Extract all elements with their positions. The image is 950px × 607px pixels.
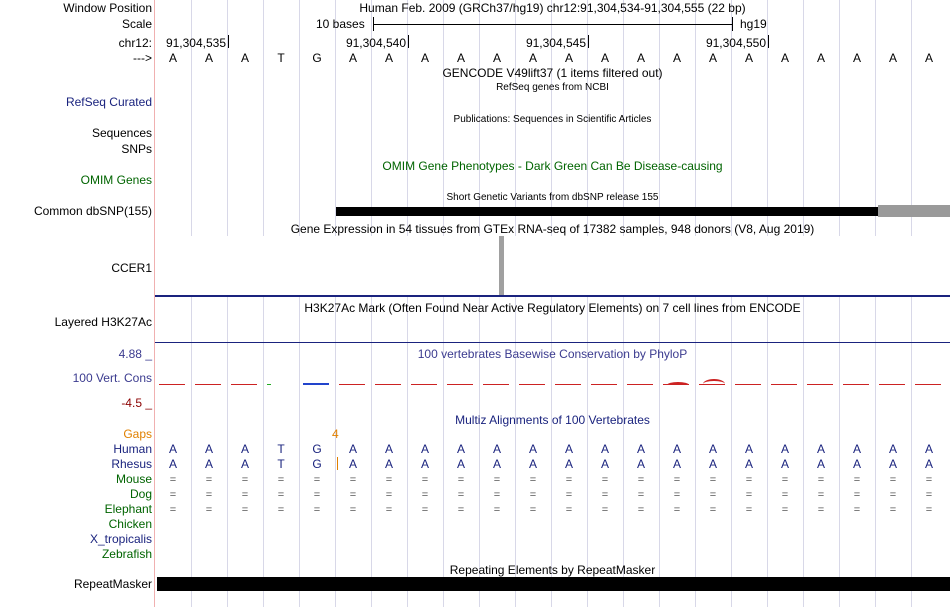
position-tick — [228, 35, 229, 48]
elephant-match: = — [673, 504, 681, 516]
scale-bar — [373, 24, 733, 25]
phylop-max-label: 4.88 _ — [118, 347, 152, 361]
dbsnp-track-label[interactable]: Common dbSNP(155) — [33, 204, 152, 218]
dbsnp-track-title[interactable]: Short Genetic Variants from dbSNP release 155 — [446, 192, 659, 203]
dog-match: = — [817, 489, 825, 501]
rhesus-base: A — [780, 457, 789, 471]
human-base: A — [168, 442, 177, 456]
elephant-match: = — [925, 504, 933, 516]
repeatmasker-track-label[interactable]: RepeatMasker — [73, 577, 152, 591]
human-base: T — [277, 442, 285, 456]
species-label-rhesus[interactable]: Rhesus — [111, 457, 152, 471]
human-base: A — [672, 442, 681, 456]
human-base: A — [744, 442, 753, 456]
sequence-base: A — [636, 51, 645, 65]
dog-match: = — [241, 489, 249, 501]
repeatmasker-element-bar[interactable] — [157, 577, 950, 591]
chrom-label: chr12: — [118, 36, 152, 50]
phylop-base-score — [159, 384, 185, 385]
sequence-base: A — [852, 51, 861, 65]
rhesus-base: A — [348, 457, 357, 471]
mouse-match: = — [745, 474, 753, 486]
phylop-base-score — [735, 384, 761, 385]
dog-match: = — [493, 489, 501, 501]
mouse-match: = — [529, 474, 537, 486]
sequence-base: A — [240, 51, 249, 65]
dog-match: = — [277, 489, 285, 501]
human-base: A — [600, 442, 609, 456]
rhesus-base: A — [492, 457, 501, 471]
gtex-gene-label[interactable]: CCER1 — [111, 261, 152, 275]
elephant-match: = — [529, 504, 537, 516]
elephant-match: = — [205, 504, 213, 516]
rhesus-base: A — [672, 457, 681, 471]
phylop-track-title[interactable]: 100 vertebrates Basewise Conservation by PhyloP — [417, 347, 688, 361]
sequence-base: A — [420, 51, 429, 65]
phylop-base-score — [411, 384, 437, 385]
dbsnp-variant-bar[interactable] — [336, 207, 878, 216]
rhesus-base: A — [852, 457, 861, 471]
dog-match: = — [205, 489, 213, 501]
gtex-gene-line[interactable] — [155, 295, 950, 297]
phylop-base-score — [231, 384, 257, 385]
window-position-label: Window Position — [63, 1, 152, 15]
dog-match: = — [565, 489, 573, 501]
human-base: A — [528, 442, 537, 456]
position-tick-label: 91,304,535 — [165, 36, 226, 50]
mouse-match: = — [565, 474, 573, 486]
rhesus-base: A — [888, 457, 897, 471]
dbsnp-variant-bar-gray[interactable] — [878, 205, 950, 217]
phylop-base-score — [807, 384, 833, 385]
dog-match: = — [349, 489, 357, 501]
sequence-base: A — [384, 51, 393, 65]
dog-match: = — [421, 489, 429, 501]
phylop-base-score — [303, 383, 329, 385]
elephant-match: = — [169, 504, 177, 516]
dog-match: = — [169, 489, 177, 501]
scale-assembly: hg19 — [740, 17, 767, 31]
dog-match: = — [313, 489, 321, 501]
mouse-match: = — [493, 474, 501, 486]
dog-match: = — [529, 489, 537, 501]
mouse-match: = — [421, 474, 429, 486]
rhesus-base: A — [744, 457, 753, 471]
elephant-match: = — [853, 504, 861, 516]
publications-track-title[interactable]: Publications: Sequences in Scientific Articles — [453, 114, 652, 125]
human-base: A — [348, 442, 357, 456]
species-label-human[interactable]: Human — [113, 442, 152, 456]
mouse-match: = — [241, 474, 249, 486]
dog-match: = — [385, 489, 393, 501]
mouse-match: = — [925, 474, 933, 486]
human-base: A — [204, 442, 213, 456]
phylop-base-score — [591, 384, 617, 385]
species-label-elephant[interactable]: Elephant — [104, 502, 152, 516]
rhesus-base: A — [816, 457, 825, 471]
dog-match: = — [853, 489, 861, 501]
dog-match: = — [673, 489, 681, 501]
refseq-track-title[interactable]: RefSeq genes from NCBI — [496, 82, 609, 93]
species-label-x-tropicalis[interactable]: X_tropicalis — [89, 532, 152, 546]
scale-bar-right-cap — [732, 17, 733, 31]
sequence-base: A — [600, 51, 609, 65]
elephant-match: = — [565, 504, 573, 516]
phylop-base-score — [555, 384, 581, 385]
species-label-zebrafish[interactable]: Zebrafish — [101, 547, 152, 561]
phylop-base-score — [483, 384, 509, 385]
phylop-base-score — [627, 384, 653, 385]
elephant-match: = — [637, 504, 645, 516]
scale-bar-left-cap — [373, 17, 374, 31]
rhesus-base: A — [168, 457, 177, 471]
elephant-match: = — [601, 504, 609, 516]
human-base: A — [240, 442, 249, 456]
rhesus-base: A — [240, 457, 249, 471]
rhesus-base: A — [420, 457, 429, 471]
sequence-base: A — [924, 51, 933, 65]
elephant-match: = — [349, 504, 357, 516]
h3k27ac-track-label[interactable]: Layered H3K27Ac — [54, 315, 152, 329]
phylop-base-score — [771, 384, 797, 385]
position-tick — [768, 35, 769, 48]
sequence-base: A — [816, 51, 825, 65]
phylop-base-score — [195, 384, 221, 385]
gtex-track-title[interactable]: Gene Expression in 54 tissues from GTEx RNA-seq of 17382 samples, 948 donors (V8, Aug 2019) — [290, 222, 815, 236]
sequence-base: A — [888, 51, 897, 65]
mouse-match: = — [205, 474, 213, 486]
human-base: A — [816, 442, 825, 456]
rhesus-base: A — [600, 457, 609, 471]
phylop-base-score — [843, 384, 869, 385]
gtex-panel[interactable] — [155, 236, 950, 296]
sequence-base: T — [277, 51, 285, 65]
position-tick — [408, 35, 409, 48]
mouse-match: = — [637, 474, 645, 486]
phylop-base-score — [375, 384, 401, 385]
omim-track-title[interactable]: OMIM Gene Phenotypes - Dark Green Can Be Disease-causing — [382, 159, 723, 173]
mouse-match: = — [889, 474, 897, 486]
mouse-match: = — [817, 474, 825, 486]
phylop-peak — [667, 382, 689, 388]
rhesus-base: A — [708, 457, 717, 471]
dog-match: = — [709, 489, 717, 501]
phylop-base-score — [879, 384, 905, 385]
phylop-base-score — [339, 384, 365, 385]
human-base: A — [456, 442, 465, 456]
sequence-base: A — [456, 51, 465, 65]
elephant-match: = — [817, 504, 825, 516]
mouse-match: = — [853, 474, 861, 486]
elephant-match: = — [493, 504, 501, 516]
sequence-base: A — [204, 51, 213, 65]
rhesus-base: A — [204, 457, 213, 471]
rhesus-base: A — [384, 457, 393, 471]
species-label-chicken[interactable]: Chicken — [108, 517, 152, 531]
sequence-base: A — [708, 51, 717, 65]
mouse-match: = — [313, 474, 321, 486]
species-label-dog[interactable]: Dog — [129, 487, 152, 501]
human-base: A — [780, 442, 789, 456]
human-base: A — [492, 442, 501, 456]
rhesus-insertion-marker — [337, 457, 338, 470]
human-base: G — [312, 442, 322, 456]
elephant-match: = — [385, 504, 393, 516]
mouse-match: = — [349, 474, 357, 486]
gaps-count: 4 — [332, 427, 339, 441]
phylop-min-label: -4.5 _ — [121, 396, 152, 410]
human-base: A — [420, 442, 429, 456]
strand-label: ---> — [133, 51, 152, 65]
dog-match: = — [925, 489, 933, 501]
dog-match: = — [637, 489, 645, 501]
phylop-peak — [703, 379, 725, 389]
gtex-expression-bar[interactable] — [499, 236, 504, 295]
sequence-base: A — [492, 51, 501, 65]
species-label-mouse[interactable]: Mouse — [115, 472, 152, 486]
rhesus-base: A — [924, 457, 933, 471]
window-position-value[interactable]: Human Feb. 2009 (GRCh37/hg19) chr12:91,304,534-91,304,555 (22 bp) — [359, 1, 746, 15]
h3k27ac-track-title[interactable]: H3K27Ac Mark (Often Found Near Active Regulatory Elements) on 7 cell lines from ENCODE — [304, 301, 801, 315]
dog-match: = — [745, 489, 753, 501]
phylop-base-score — [915, 384, 941, 385]
position-tick-label: 91,304,540 — [345, 36, 406, 50]
gaps-label: Gaps — [123, 427, 152, 441]
dog-match: = — [889, 489, 897, 501]
phylop-base-score — [267, 384, 271, 385]
elephant-match: = — [889, 504, 897, 516]
elephant-match: = — [781, 504, 789, 516]
refseq-track-label[interactable]: RefSeq Curated — [65, 95, 152, 109]
mouse-match: = — [277, 474, 285, 486]
sequences-track-label[interactable]: Sequences — [91, 126, 152, 140]
sequence-base: A — [564, 51, 573, 65]
omim-track-label[interactable]: OMIM Genes — [80, 173, 152, 187]
multiz-track-title[interactable]: Multiz Alignments of 100 Vertebrates — [455, 413, 650, 427]
sequence-base: A — [780, 51, 789, 65]
mouse-match: = — [709, 474, 717, 486]
elephant-match: = — [313, 504, 321, 516]
mouse-match: = — [601, 474, 609, 486]
position-tick — [588, 35, 589, 48]
position-tick-label: 91,304,550 — [705, 36, 766, 50]
sequence-base: G — [312, 51, 322, 65]
scale-text: 10 bases — [316, 17, 365, 31]
human-base: A — [852, 442, 861, 456]
sequence-base: A — [168, 51, 177, 65]
phylop-base-score — [519, 384, 545, 385]
elephant-match: = — [421, 504, 429, 516]
human-base: A — [924, 442, 933, 456]
rhesus-base: A — [564, 457, 573, 471]
sequence-base: A — [744, 51, 753, 65]
dog-match: = — [601, 489, 609, 501]
mouse-match: = — [169, 474, 177, 486]
rhesus-base: A — [636, 457, 645, 471]
mouse-match: = — [385, 474, 393, 486]
h3k27ac-baseline — [155, 342, 950, 343]
mouse-match: = — [781, 474, 789, 486]
human-base: A — [708, 442, 717, 456]
mouse-match: = — [673, 474, 681, 486]
scale-label: Scale — [121, 17, 152, 31]
mouse-match: = — [457, 474, 465, 486]
phylop-base-score — [447, 384, 473, 385]
human-base: A — [384, 442, 393, 456]
rhesus-base: G — [312, 457, 322, 471]
gencode-track-title[interactable]: GENCODE V49lift37 (1 items filtered out) — [442, 66, 663, 80]
elephant-match: = — [709, 504, 717, 516]
repeatmasker-track-title[interactable]: Repeating Elements by RepeatMasker — [449, 563, 656, 577]
position-tick-label: 91,304,545 — [525, 36, 586, 50]
human-base: A — [564, 442, 573, 456]
elephant-match: = — [745, 504, 753, 516]
elephant-match: = — [277, 504, 285, 516]
rhesus-base: A — [456, 457, 465, 471]
human-base: A — [636, 442, 645, 456]
human-base: A — [888, 442, 897, 456]
phylop-track-label[interactable]: 100 Vert. Cons — [72, 371, 152, 385]
elephant-match: = — [457, 504, 465, 516]
dog-match: = — [781, 489, 789, 501]
sequence-base: A — [348, 51, 357, 65]
rhesus-base: A — [528, 457, 537, 471]
sequence-base: A — [672, 51, 681, 65]
snps-track-label[interactable]: SNPs — [121, 142, 152, 156]
sequence-base: A — [528, 51, 537, 65]
elephant-match: = — [241, 504, 249, 516]
rhesus-base: T — [277, 457, 285, 471]
dog-match: = — [457, 489, 465, 501]
